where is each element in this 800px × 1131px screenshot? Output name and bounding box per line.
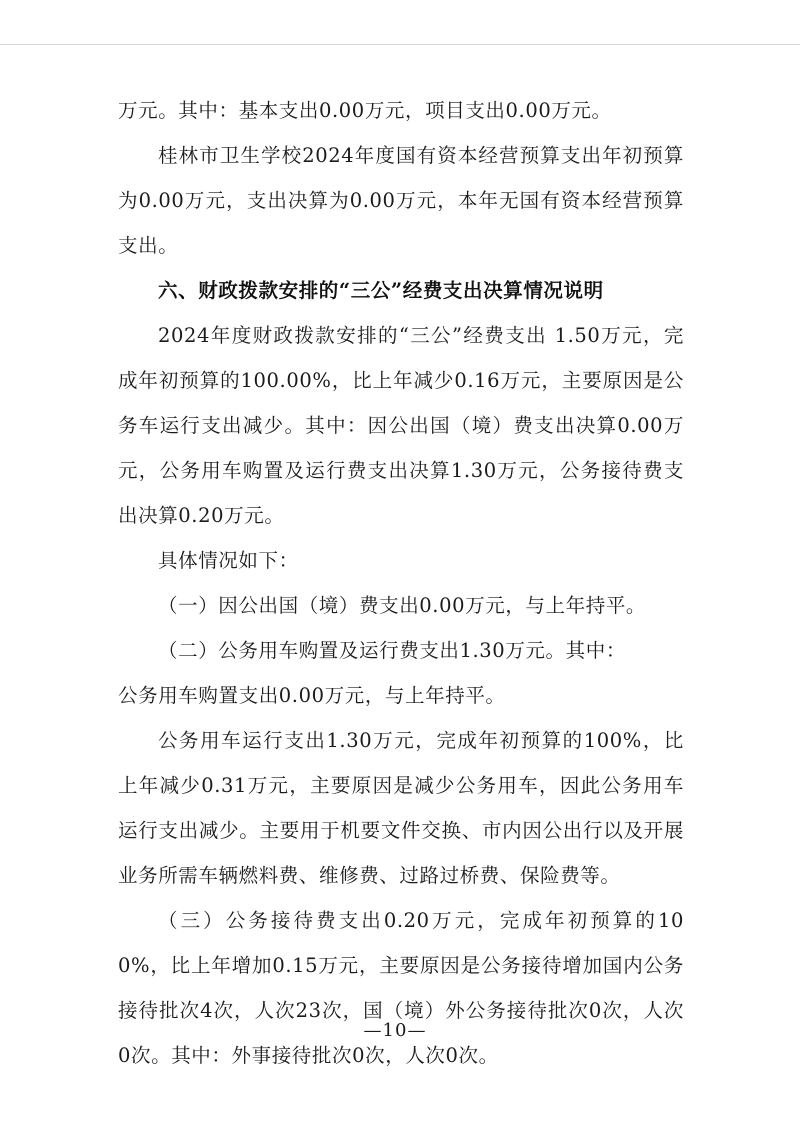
paragraph: 桂林市卫生学校2024年度国有资本经营预算支出年初预算为0.00万元，支出决算为0.00万元，本年无国有资本经营预算支出。	[118, 144, 684, 257]
document-body	[118, 88, 684, 1078]
paragraph: 具体情况如下：	[158, 549, 299, 572]
paragraph: （一）因公出国（境）费支出0.00万元，与上年持平。	[158, 594, 647, 617]
paragraph: 2024年度财政拨款安排的“三公”经费支出 1.50万元，完成年初预算的100.00%，比上年减少0.16万元，主要原因是公务车运行支出减少。其中：因公出国（境）费支出决算0.00万元，公务用车购置及运行费支出决算1.30万元，公务接待费支出决算0.20万元。	[118, 324, 684, 527]
paragraph: （二）公务用车购置及运行费支出1.30万元。其中：	[158, 639, 626, 662]
paragraph: 公务用车运行支出1.30万元，完成年初预算的100%，比上年减少0.31万元，主要原因是减少公务用车，因此公务用车运行支出减少。主要用于机要文件交换、市内因公出行以及开展业务所需车辆燃料费、维修费、过路过桥费、保险费等。	[118, 729, 684, 887]
paragraph: （三）公务接待费支出0.20万元，完成年初预算的100%，比上年增加0.15万元，主要原因是公务接待增加国内公务接待批次4次，人次23次，国（境）外公务接待批次0次，人次0次。其中：外事接待批次0次，人次0次。	[118, 909, 684, 1067]
section-heading: 六、财政拨款安排的“三公”经费支出决算情况说明	[158, 279, 604, 302]
page-number: —10—	[363, 1020, 427, 1041]
page-top-rule	[0, 44, 800, 45]
paragraph: 公务用车购置支出0.00万元，与上年持平。	[118, 684, 506, 707]
paragraph: 万元。其中：基本支出0.00万元，项目支出0.00万元。	[118, 99, 612, 122]
page-footer	[0, 1020, 800, 1041]
